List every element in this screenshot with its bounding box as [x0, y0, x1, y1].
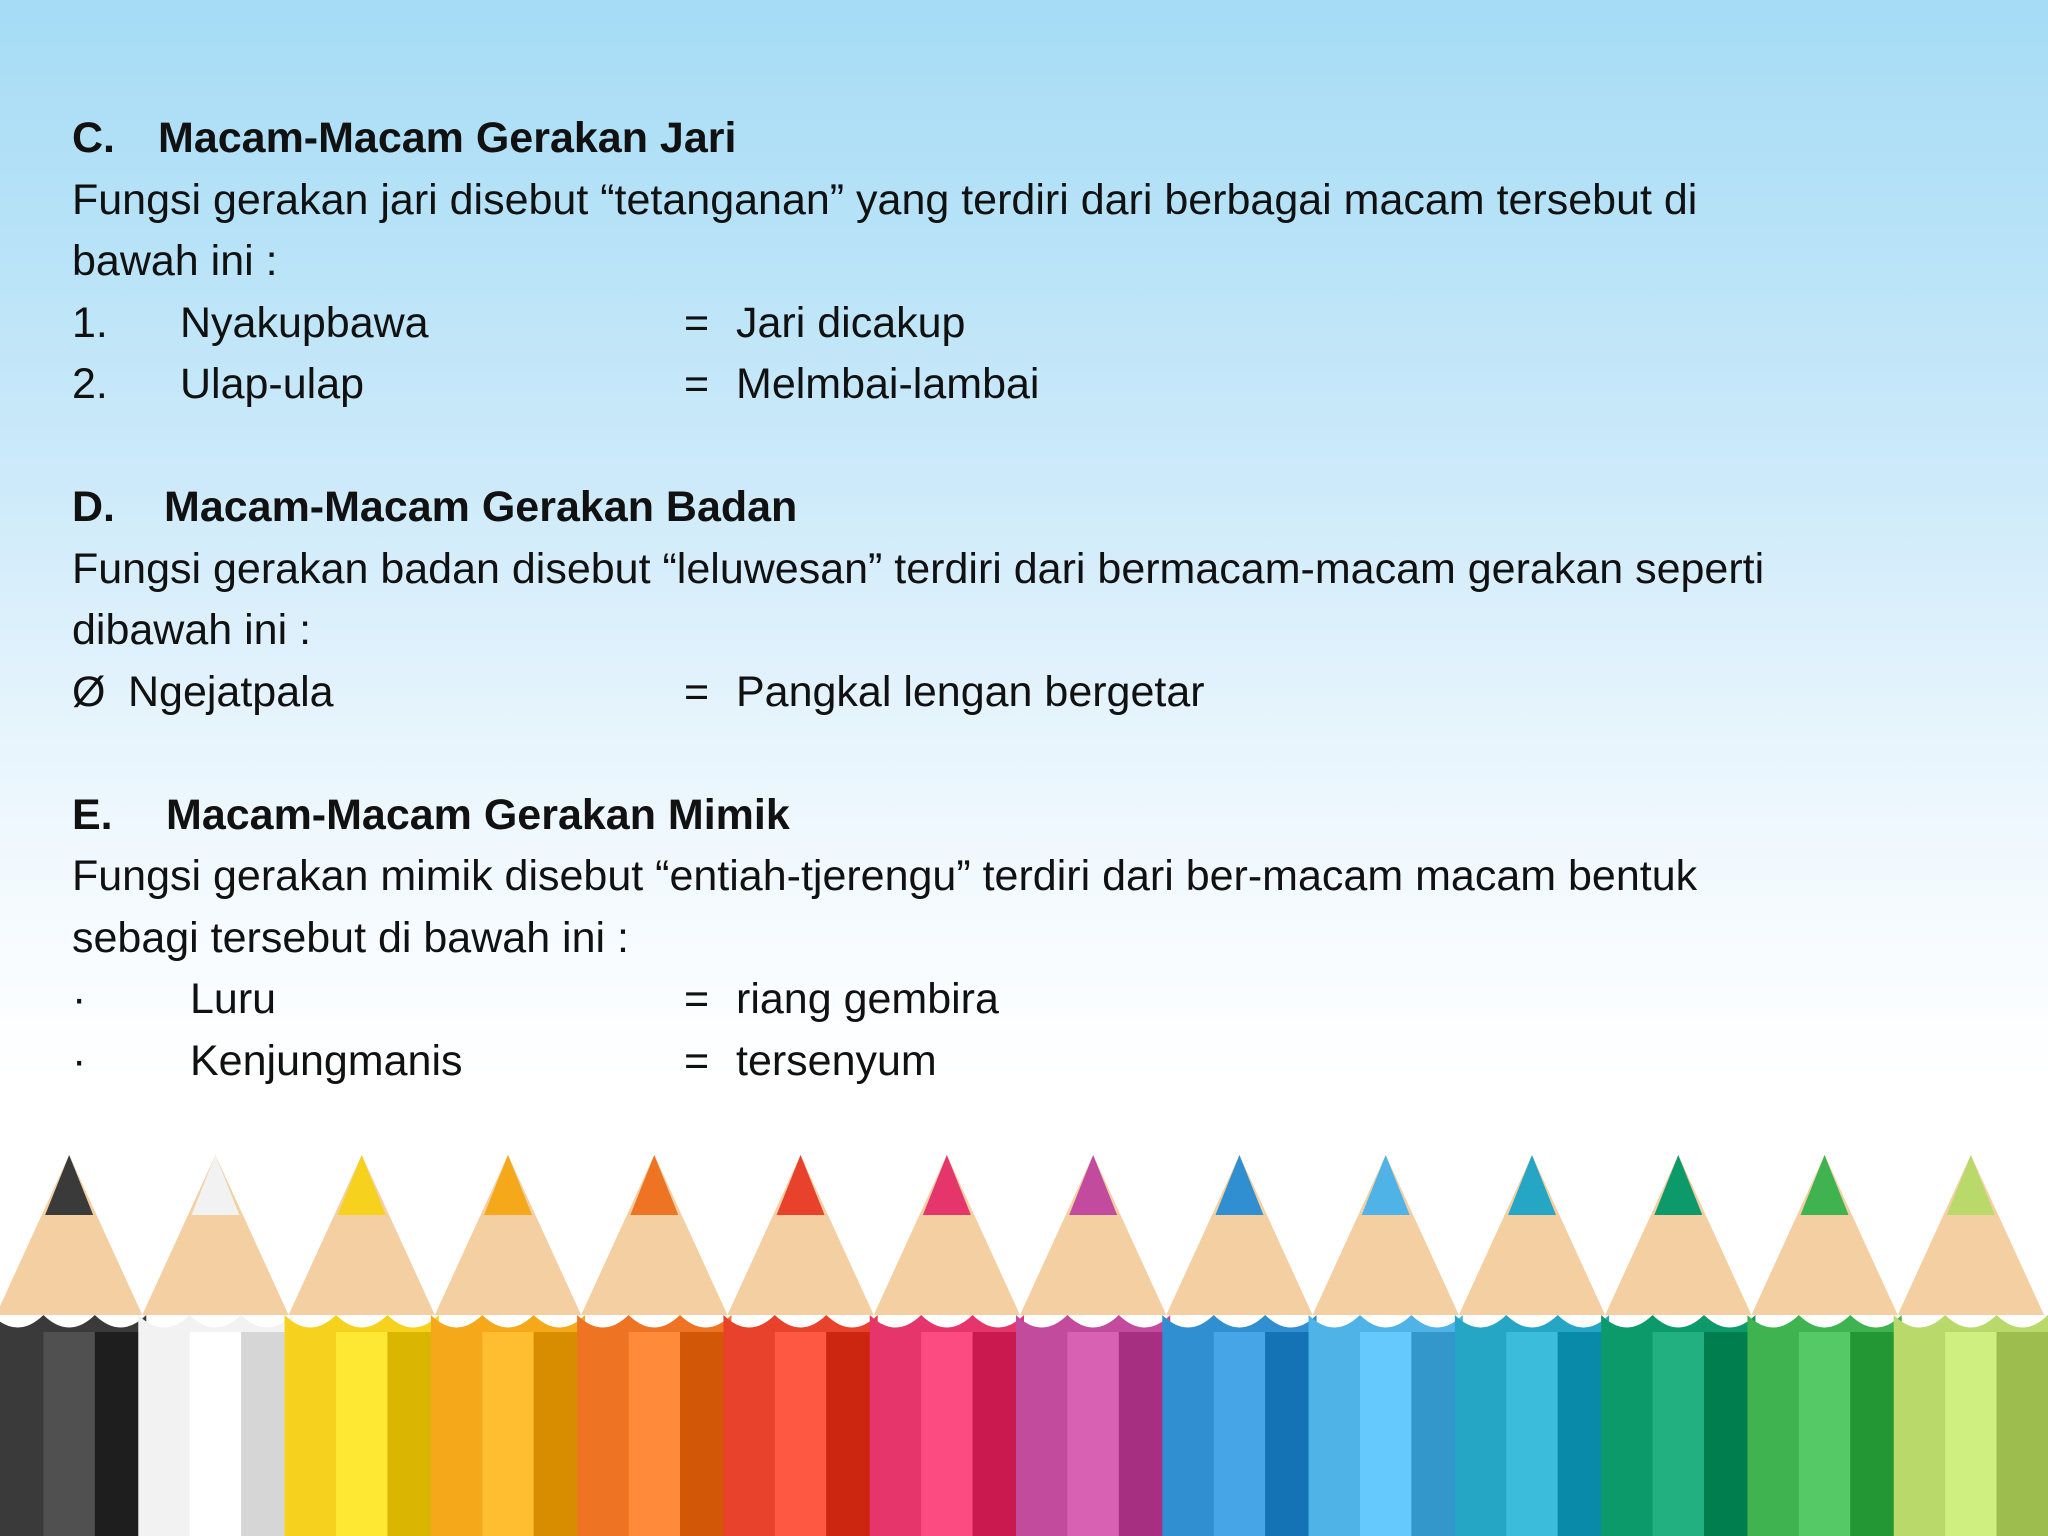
section-c-letter: C. [72, 114, 115, 162]
pencil-highlight [921, 1332, 972, 1536]
pencil-highlight [482, 1332, 533, 1536]
pencil-icon [285, 1155, 439, 1536]
pencil-icon [870, 1155, 1024, 1536]
equals-sign: = [684, 360, 710, 408]
list-term: Ngejatpala [128, 667, 334, 716]
pencil-highlight [190, 1332, 241, 1536]
list-term: Nyakupbawa [180, 298, 429, 347]
pencil-icon [138, 1155, 292, 1536]
pencil-highlight [43, 1332, 94, 1536]
pencil-tip [338, 1155, 386, 1215]
pencil-highlight [1360, 1332, 1411, 1536]
section-e-title: Macam-Macam Gerakan Mimik [166, 790, 790, 839]
list-item [72, 969, 1992, 1031]
pencil-icon [1601, 1155, 1755, 1536]
pencil-highlight [775, 1332, 826, 1536]
pencil-icon [1455, 1155, 1609, 1536]
section-c-title: Macam-Macam Gerakan Jari [158, 114, 737, 162]
section-c-description-line1: Fungsi gerakan jari disebut “tetanganan” yang terdiri dari berbagai macam tersebut di [72, 175, 1698, 224]
section-e-letter: E. [72, 790, 113, 839]
section-spacer [72, 723, 1992, 785]
equals-sign: = [684, 667, 710, 716]
section-d-description-line1: Fungsi gerakan badan disebut “leluwesan” terdiri dari bermacam-macam gerakan seperti [72, 544, 1765, 593]
pencil-tip [1362, 1155, 1410, 1215]
pencil-highlight [1067, 1332, 1118, 1536]
slide-content [72, 108, 1992, 1092]
pencil-tip [191, 1155, 239, 1215]
dot-bullet-icon: · [72, 1036, 87, 1085]
section-e-heading [72, 785, 1992, 847]
section-spacer [72, 416, 1992, 478]
list-term: Ulap-ulap [180, 360, 365, 408]
pencil-tip [630, 1155, 678, 1215]
section-d-description-line2: dibawah ini : [72, 606, 312, 654]
list-item [72, 662, 1992, 724]
list-term: Luru [190, 975, 277, 1023]
pencil-highlight [1653, 1332, 1704, 1536]
pencil-highlight [336, 1332, 387, 1536]
pencil-icon [1016, 1155, 1170, 1536]
pencil-icon [723, 1155, 877, 1536]
pencil-tip [45, 1155, 93, 1215]
equals-sign: = [684, 975, 710, 1023]
pencil-icon [1309, 1155, 1463, 1536]
empty-set-bullet-icon: Ø [72, 667, 106, 716]
list-item [72, 354, 1992, 416]
pencil-highlight [1799, 1332, 1850, 1536]
pencil-tip [1508, 1155, 1556, 1215]
list-meaning: Pangkal lengan bergetar [736, 667, 1205, 716]
pencil-tip [923, 1155, 971, 1215]
list-item [72, 293, 1992, 355]
pencil-tip [1654, 1155, 1702, 1215]
pencil-tip [1801, 1155, 1849, 1215]
section-d-heading [72, 477, 1992, 539]
pencil-tip [1947, 1155, 1995, 1215]
section-e-description-line2: sebagi tersebut di bawah ini : [72, 913, 629, 962]
list-meaning: tersenyum [736, 1036, 937, 1085]
pencil-tip [1069, 1155, 1117, 1215]
pencil-icon [1894, 1155, 2048, 1536]
list-marker: 2. [72, 360, 108, 408]
pencil-highlight [1214, 1332, 1265, 1536]
pencil-icon [577, 1155, 731, 1536]
pencil-tip [484, 1155, 532, 1215]
pencil-highlight [629, 1332, 680, 1536]
section-c-heading [72, 108, 1992, 170]
equals-sign: = [684, 1036, 710, 1085]
section-d-title: Macam-Macam Gerakan Badan [164, 483, 798, 531]
pencil-highlight [1506, 1332, 1557, 1536]
equals-sign: = [684, 298, 710, 347]
pencil-icon [1162, 1155, 1316, 1536]
pencil-highlight [1945, 1332, 1996, 1536]
pencil-tip [1215, 1155, 1263, 1215]
pencil-tip [777, 1155, 825, 1215]
section-e-description-line1: Fungsi gerakan mimik disebut “entiah-tjerengu” terdiri dari ber-macam macam bentuk [72, 852, 1698, 900]
section-c-description-line2: bawah ini : [72, 237, 278, 285]
list-meaning: Melmbai-lambai [736, 360, 1040, 408]
list-meaning: Jari dicakup [736, 298, 966, 347]
dot-bullet-icon: · [72, 975, 87, 1023]
list-marker: 1. [72, 298, 108, 347]
list-term: Kenjungmanis [190, 1036, 463, 1085]
pencil-icon [431, 1155, 585, 1536]
pencil-icon [0, 1155, 146, 1536]
colored-pencils-border [0, 1110, 2048, 1536]
pencil-shadow [1997, 1332, 2048, 1536]
section-d-letter: D. [72, 483, 115, 531]
list-meaning: riang gembira [736, 975, 999, 1023]
pencil-icon [1747, 1155, 1901, 1536]
list-item [72, 1031, 1992, 1093]
